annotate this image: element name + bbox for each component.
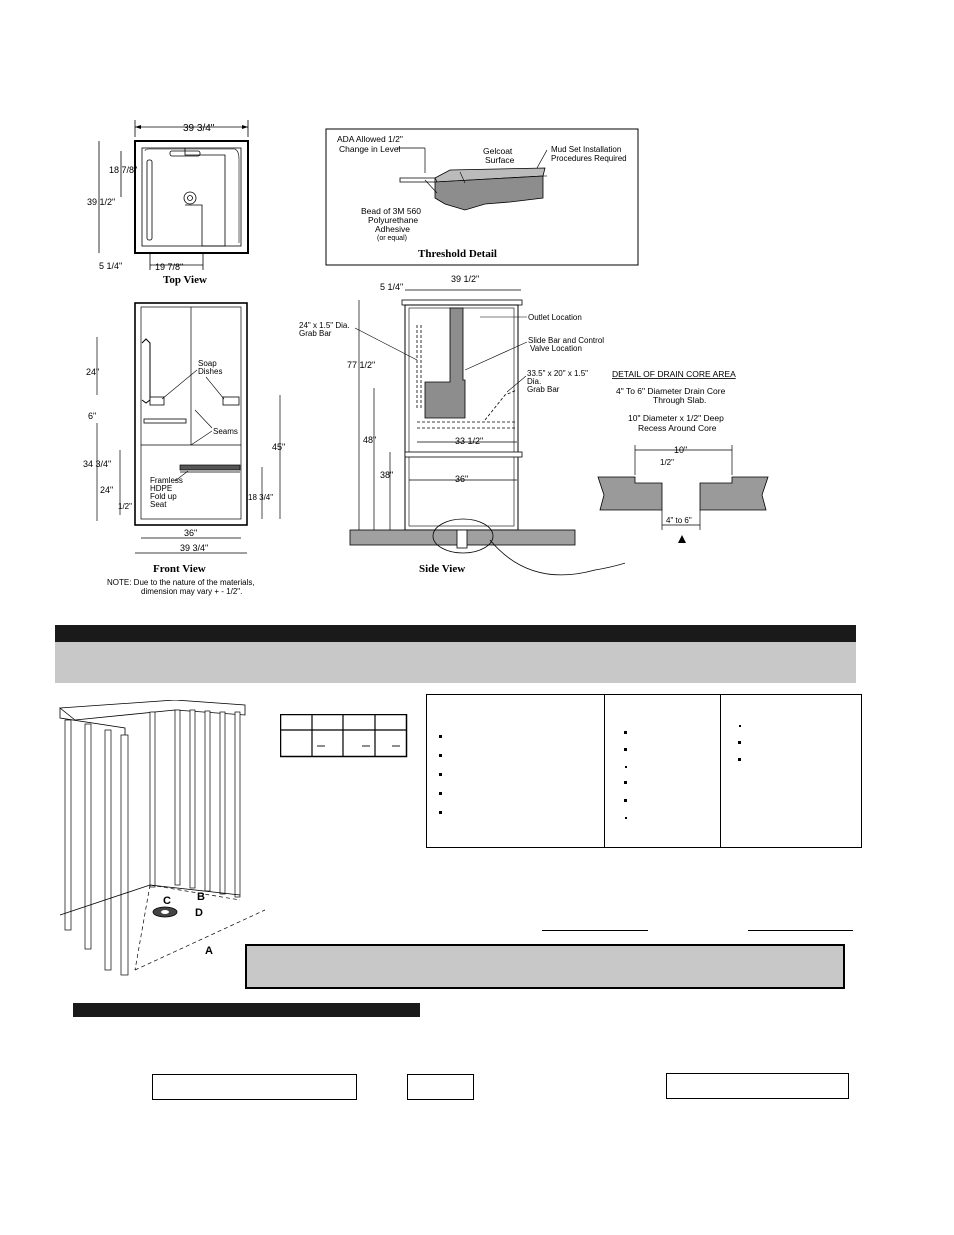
side-slide-2: Valve Location: [530, 344, 582, 353]
front-dim-45: 45": [272, 442, 286, 452]
front-view-drawing: [80, 295, 300, 600]
input-field-1[interactable]: [152, 1074, 357, 1100]
drain-line-3: 10" Diameter x 1/2" Deep: [628, 413, 724, 423]
framing-label-d: D: [195, 907, 203, 919]
bullet: [738, 758, 741, 761]
bullet: [624, 781, 627, 784]
top-dim-width: 39 3/4": [183, 123, 215, 134]
side-view-drawing: [295, 270, 625, 580]
signature-line-2: [748, 930, 853, 931]
threshold-bead-1: Bead of 3M 560: [361, 206, 422, 216]
dimension-table: [280, 714, 408, 758]
side-outlet: Outlet Location: [528, 313, 582, 322]
threshold-gelcoat-1: Gelcoat: [483, 146, 513, 156]
threshold-bead-3: Adhesive: [375, 224, 410, 234]
bullet: [439, 773, 442, 776]
bullet: [439, 754, 442, 757]
drain-dim-half: 1/2": [660, 458, 674, 467]
drain-line-2: Through Slab.: [653, 395, 707, 405]
bullet: [625, 817, 627, 819]
bullet: [624, 731, 627, 734]
side-grab-33-3: Grab Bar: [527, 385, 560, 394]
spec-box-middle: [604, 694, 721, 848]
bullet: [625, 766, 627, 768]
front-soap-1: Soap: [198, 359, 217, 368]
bullet: [439, 792, 442, 795]
front-note-2: dimension may vary + - 1/2".: [141, 587, 243, 596]
threshold-ada-2: Change in Level: [339, 144, 401, 154]
side-dim-36: 36": [455, 474, 469, 484]
front-note-1: NOTE: Due to the nature of the materials,: [107, 578, 255, 587]
side-grab-24-1: 24" x 1.5" Dia.: [299, 321, 350, 330]
top-view-drawing: [85, 115, 260, 290]
front-seat-2: HDPE: [150, 484, 173, 493]
front-seams: Seams: [213, 427, 238, 436]
input-field-2[interactable]: [407, 1074, 474, 1100]
drain-line-4: Recess Around Core: [638, 423, 717, 433]
side-grab-33-2: Dia.: [527, 377, 542, 386]
input-field-3[interactable]: [666, 1073, 849, 1099]
drain-dim-10: 10": [674, 445, 688, 455]
threshold-title: Threshold Detail: [418, 248, 497, 260]
front-dim-6: 6": [88, 411, 97, 421]
bullet: [624, 799, 627, 802]
note-panel: [245, 944, 845, 989]
front-dim-34: 34 3/4": [83, 459, 112, 469]
section-strip: [73, 1003, 420, 1017]
threshold-bead-4: (or equal): [377, 235, 407, 242]
threshold-gelcoat-2: Surface: [485, 155, 515, 165]
front-dim-half: 1/2": [118, 502, 132, 511]
top-dim-seat-depth: 18 7/8": [109, 165, 138, 175]
drain-heading: DETAIL OF DRAIN CORE AREA: [612, 369, 736, 379]
framing-sketch: [55, 700, 270, 1000]
spec-box-right: [720, 694, 862, 848]
spec-box-left: [426, 694, 605, 848]
framing-label-b: B: [197, 891, 205, 903]
threshold-mudset-1: Mud Set Installation: [551, 145, 622, 154]
side-dim-33: 33 1/2": [455, 436, 484, 446]
top-dim-depth: 39 1/2": [87, 197, 116, 207]
framing-label-c: C: [163, 895, 171, 907]
side-dim-curb: 5 1/4": [380, 282, 404, 292]
side-dim-38: 38": [380, 470, 394, 480]
front-dim-36: 36": [184, 528, 198, 538]
side-slide-1: Slide Bar and Control: [528, 336, 605, 345]
drain-line-1: 4" To 6" Diameter Drain Core: [616, 386, 726, 396]
front-dim-18: 18 3/4": [248, 493, 274, 502]
bullet: [439, 735, 442, 738]
front-soap-2: Dishes: [198, 367, 223, 376]
side-grab-24-2: Grab Bar: [299, 329, 332, 338]
threshold-mudset-2: Procedures Required: [551, 154, 627, 163]
side-grab-33-1: 33.5" x 20" x 1.5": [527, 369, 588, 378]
section-divider-bar: [55, 625, 856, 642]
signature-line-1: [542, 930, 648, 931]
side-dim-48: 48": [363, 435, 377, 445]
top-dim-curb: 5 1/4": [99, 261, 123, 271]
front-dim-24-top: 24": [86, 367, 100, 377]
front-dim-39: 39 3/4": [180, 543, 209, 553]
threshold-ada-1: ADA Allowed 1/2": [337, 134, 403, 144]
bullet: [624, 748, 627, 751]
drain-dim-4to6: 4" to 6": [666, 516, 692, 525]
top-dim-seat-width: 19 7/8": [155, 262, 184, 272]
front-dim-24-bottom: 24": [100, 485, 114, 495]
side-dim-width: 39 1/2": [451, 274, 480, 284]
threshold-bead-2: Polyurethane: [368, 215, 419, 225]
front-view-title: Front View: [153, 563, 206, 575]
side-dim-height: 77 1/2": [347, 360, 376, 370]
framing-label-a: A: [205, 945, 213, 957]
front-seat-3: Fold up: [150, 492, 177, 501]
side-view-title: Side View: [419, 563, 466, 575]
bullet: [739, 725, 741, 727]
drain-core-detail-drawing: [590, 365, 780, 575]
bullet: [738, 741, 741, 744]
threshold-detail-drawing: [325, 128, 640, 268]
front-seat-4: Seat: [150, 500, 167, 509]
section-header-band: [55, 642, 856, 683]
bullet: [439, 811, 442, 814]
top-view-title: Top View: [163, 274, 207, 286]
front-seat-1: Framless: [150, 476, 183, 485]
